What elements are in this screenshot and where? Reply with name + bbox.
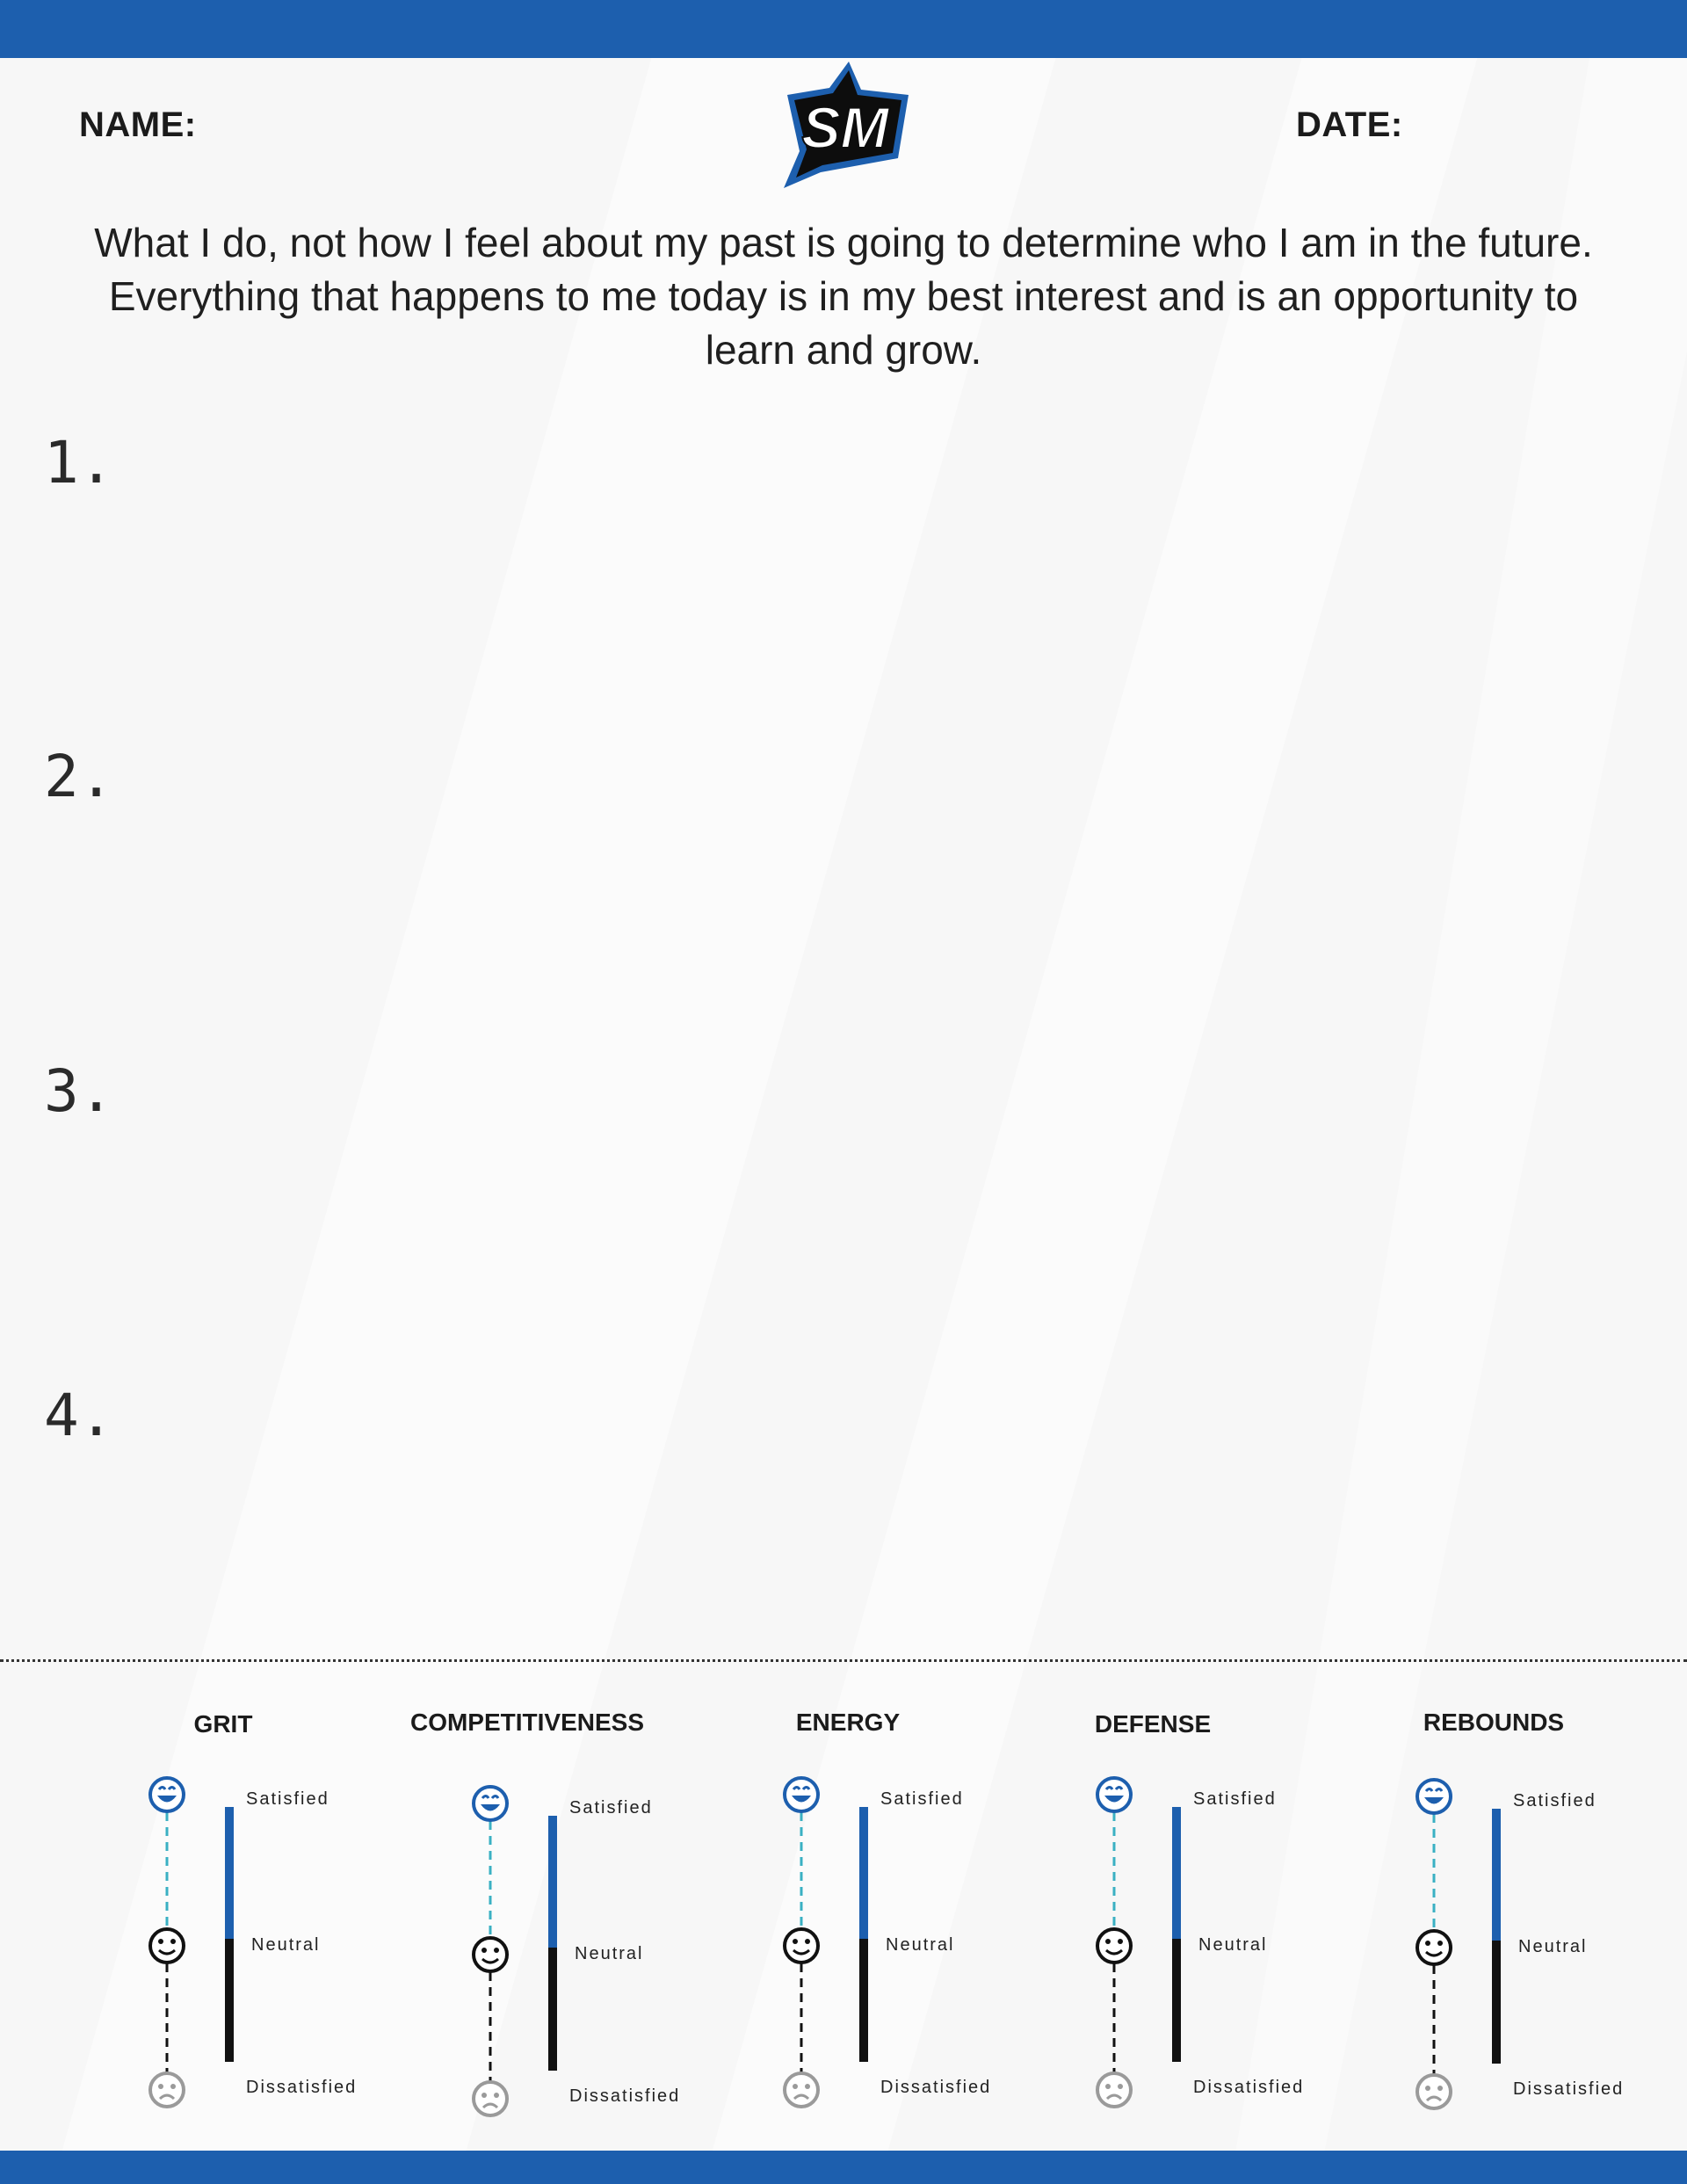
sad-face-icon — [1417, 2075, 1451, 2108]
category-title-rebounds: REBOUNDS — [1423, 1709, 1565, 1736]
label-satisfied: Satisfied — [246, 1789, 329, 1809]
label-neutral: Neutral — [1518, 1937, 1588, 1956]
svg-text:SM: SM — [801, 95, 889, 160]
scale-bar-dissatisfied — [548, 1948, 557, 2071]
rating-scale-competitiveness — [464, 1784, 692, 2136]
date-label: DATE: — [1296, 105, 1403, 144]
top-banner — [0, 0, 1687, 58]
motivational-quote — [53, 216, 1634, 377]
name-label: NAME: — [79, 105, 197, 144]
section-divider — [0, 1659, 1687, 1662]
category-title-defense: DEFENSE — [1094, 1710, 1212, 1738]
rating-scale-defense — [1088, 1775, 1316, 2127]
smiling-face-icon — [474, 1938, 507, 1971]
label-neutral: Neutral — [251, 1935, 321, 1955]
scale-bar-dissatisfied — [859, 1939, 868, 2062]
label-neutral: Neutral — [886, 1935, 955, 1955]
sm-logo — [775, 60, 912, 190]
category-title-energy: ENERGY — [795, 1709, 901, 1736]
label-dissatisfied: Dissatisfied — [880, 2078, 992, 2097]
label-dissatisfied: Dissatisfied — [1193, 2078, 1305, 2097]
laughing-face-icon — [474, 1787, 507, 1820]
bottom-banner — [0, 2151, 1687, 2184]
label-satisfied: Satisfied — [1513, 1791, 1596, 1810]
laughing-face-icon — [150, 1778, 184, 1811]
category-title-competitiveness: COMPETITIVENESS — [409, 1709, 645, 1736]
laughing-face-icon — [1417, 1780, 1451, 1813]
label-dissatisfied: Dissatisfied — [569, 2086, 681, 2106]
quote-line-3: learn and grow. — [705, 327, 982, 373]
label-neutral: Neutral — [575, 1944, 644, 1963]
label-dissatisfied: Dissatisfied — [246, 2078, 358, 2097]
sad-face-icon — [785, 2073, 818, 2107]
category-title-grit: GRIT — [193, 1710, 253, 1738]
smiling-face-icon — [1417, 1931, 1451, 1964]
label-satisfied: Satisfied — [569, 1798, 653, 1818]
smiling-face-icon — [150, 1929, 184, 1963]
scale-bar-satisfied — [859, 1807, 868, 1939]
scale-bar-satisfied — [1172, 1807, 1181, 1939]
quote-line-1: What I do, not how I feel about my past is going to determine who I am in the future. — [94, 220, 1593, 265]
item-number-2: 2. — [44, 743, 114, 810]
item-number-3: 3. — [44, 1057, 114, 1125]
label-satisfied: Satisfied — [880, 1789, 964, 1809]
rating-scale-rebounds — [1408, 1777, 1636, 2129]
sad-face-icon — [474, 2082, 507, 2115]
label-satisfied: Satisfied — [1193, 1789, 1277, 1809]
quote-line-2: Everything that happens to me today is in my best interest and is an opportunity to — [108, 273, 1579, 319]
scale-bar-dissatisfied — [1172, 1939, 1181, 2062]
sad-face-icon — [1097, 2073, 1131, 2107]
rating-scale-energy — [775, 1775, 1003, 2127]
sad-face-icon — [150, 2073, 184, 2107]
item-number-4: 4. — [44, 1382, 114, 1449]
smiling-face-icon — [1097, 1929, 1131, 1963]
label-neutral: Neutral — [1198, 1935, 1268, 1955]
scale-bar-dissatisfied — [1492, 1941, 1501, 2064]
scale-bar-dissatisfied — [225, 1939, 234, 2062]
scale-bar-satisfied — [548, 1816, 557, 1948]
smiling-face-icon — [785, 1929, 818, 1963]
scale-bar-satisfied — [1492, 1809, 1501, 1941]
laughing-face-icon — [785, 1778, 818, 1811]
label-dissatisfied: Dissatisfied — [1513, 2079, 1625, 2099]
scale-bar-satisfied — [225, 1807, 234, 1939]
laughing-face-icon — [1097, 1778, 1131, 1811]
rating-scale-grit — [141, 1775, 369, 2127]
item-number-1: 1. — [44, 429, 114, 497]
